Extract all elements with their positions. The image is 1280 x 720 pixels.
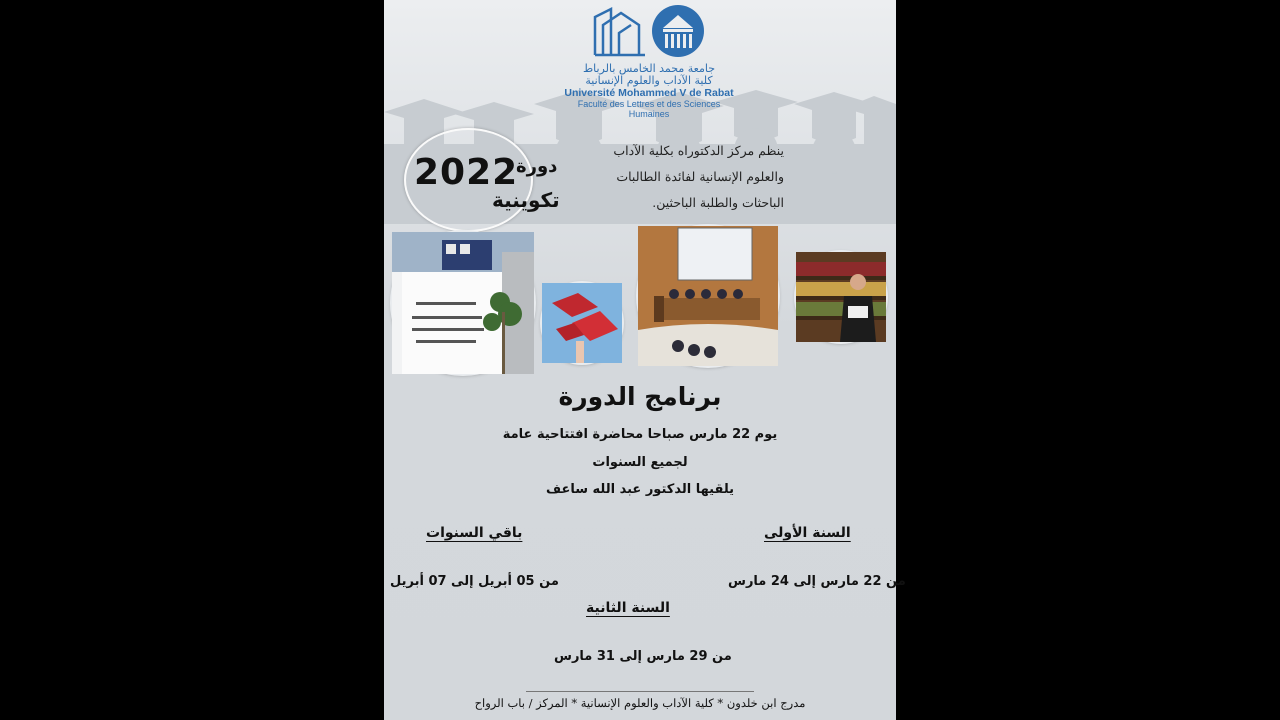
graduation-caps-photo [542, 283, 622, 363]
badge-takwiniya: تكوينية [492, 188, 560, 212]
other-years-label: باقي السنوات [426, 525, 523, 541]
program-line-opening-lecture: يوم 22 مارس صباحا محاضرة افتتاحية عامة [502, 427, 778, 442]
intro-paragraph [598, 138, 784, 216]
faculty-building-photo [392, 232, 534, 374]
first-year-dates: من 22 مارس إلى 24 مارس [728, 574, 906, 589]
logo-french-university: Université Mohammed V de Rabat [564, 87, 734, 99]
program-line-lecturer: يلقيها الدكتور عبد الله ساعف [545, 482, 735, 497]
logo-french-faculty: Faculté des Lettres et des Sciences Humaines [577, 99, 721, 119]
badge-dawra: دورة [516, 156, 558, 177]
other-years-dates: من 05 أبريل إلى 07 أبريل [390, 574, 559, 589]
university-logo [559, 3, 739, 119]
intro-line: الباحثات والطلبة الباحثين. [652, 195, 784, 210]
second-year-dates: من 29 مارس إلى 31 مارس [554, 649, 732, 664]
lecture-hall-photo [638, 226, 778, 366]
second-year-label: السنة الثانية [586, 600, 670, 616]
program-heading: برنامج الدورة [558, 382, 722, 411]
intro-line: ينظم مركز الدكتوراه بكلية الآداب [613, 143, 784, 158]
program-line-all-years: لجميع السنوات [592, 455, 688, 470]
university-emblem-icon [589, 3, 709, 59]
poster [384, 0, 906, 720]
logo-arabic-faculty: كلية الآداب والعلوم الإنسانية [585, 74, 713, 87]
badge-year: 2022 [414, 152, 519, 193]
library-reader-photo [796, 252, 886, 342]
first-year-label: السنة الأولى [764, 525, 851, 541]
venue-footer: مدرج ابن خلدون * كلية الآداب والعلوم الإنسانية * المركز / باب الرواح [474, 696, 806, 710]
footer-divider [526, 691, 754, 692]
intro-line: والعلوم الإنسانية لفائدة الطالبات [616, 169, 784, 184]
logo-arabic-university: جامعة محمد الخامس بالرباط [582, 62, 716, 75]
